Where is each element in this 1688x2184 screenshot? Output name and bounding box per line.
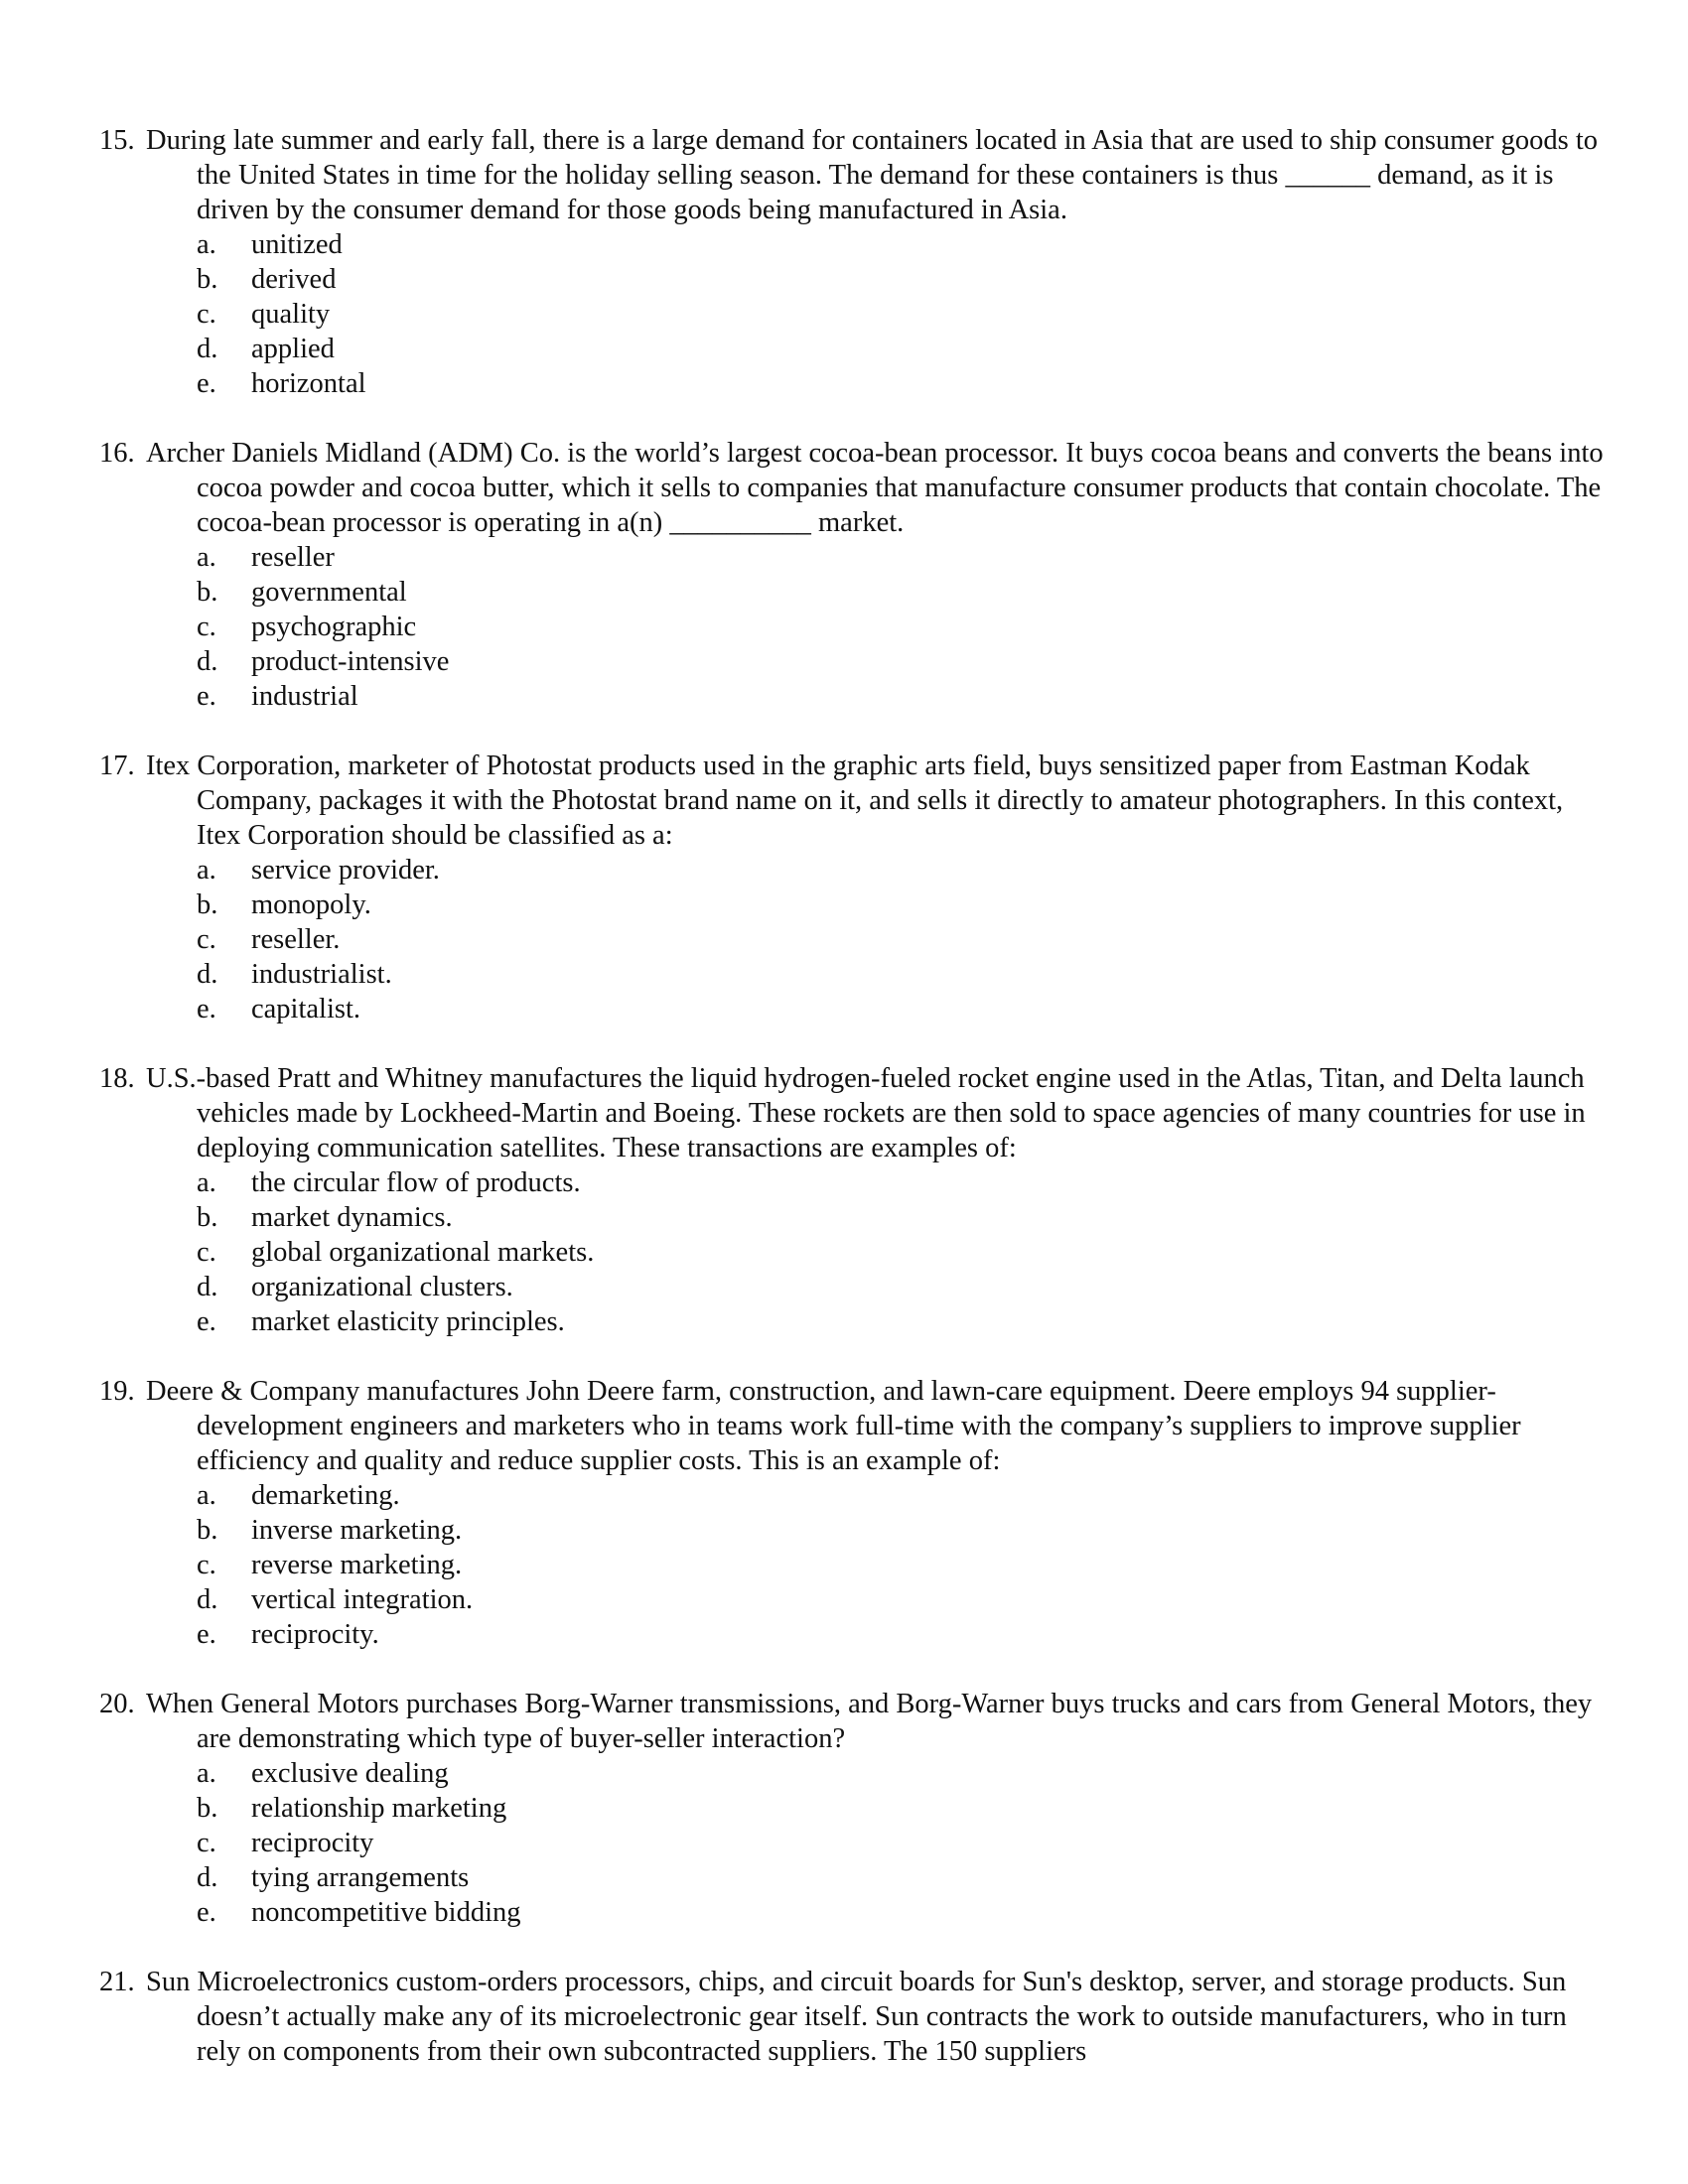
option-letter: e.: [197, 681, 216, 712]
option-letter: d.: [197, 1584, 218, 1615]
answer-option: [197, 1582, 1609, 1617]
question-number: 17.: [99, 751, 135, 781]
option-text: vertical integration.: [251, 1584, 474, 1615]
option-text: tying arrangements: [251, 1862, 470, 1893]
option-text: applied: [251, 334, 335, 364]
answer-options: [99, 227, 1609, 401]
answer-option: [197, 366, 1609, 401]
question-stem: [99, 123, 1609, 227]
answer-option: [197, 922, 1609, 957]
answer-option: [197, 227, 1609, 262]
question-number: 21.: [99, 1967, 135, 1997]
answer-options: [99, 540, 1609, 714]
option-text: relationship marketing: [251, 1793, 507, 1824]
question-19: [99, 1374, 1609, 1652]
answer-option: [197, 1860, 1609, 1895]
answer-option: [197, 1617, 1609, 1652]
option-letter: c.: [197, 1550, 216, 1580]
option-text: industrial: [251, 681, 358, 712]
question-stem: [99, 1965, 1609, 2069]
option-text: quality: [251, 299, 331, 330]
question-text: Deere & Company manufactures John Deere farm, construction, and lawn-care equipment. Deere employs 94 supplier-development engineers and marketers who in teams work full-time with the company’s suppliers to improve supplier efficiency and quality and reduce supplier costs. This is an example of:: [146, 1376, 1521, 1476]
option-letter: a.: [197, 855, 216, 886]
answer-option: [197, 1513, 1609, 1548]
option-text: market elasticity principles.: [251, 1306, 565, 1337]
option-letter: b.: [197, 1202, 218, 1233]
option-letter: b.: [197, 1515, 218, 1546]
question-text: Sun Microelectronics custom-orders processors, chips, and circuit boards for Sun's desktop, server, and storage products. Sun doesn’t actually make any of its microelectronic gear itself. Sun contracts the work to outside manufacturers, who in turn rely on components from their own subcontracted suppliers. The 150 suppliers: [146, 1967, 1567, 2067]
answer-option: [197, 992, 1609, 1026]
option-letter: c.: [197, 924, 216, 955]
question-21: [99, 1965, 1609, 2069]
answer-option: [197, 1895, 1609, 1930]
answer-options: [99, 853, 1609, 1026]
answer-option: [197, 1270, 1609, 1304]
option-letter: b.: [197, 889, 218, 920]
answer-option: [197, 262, 1609, 297]
question-stem: [99, 436, 1609, 540]
option-letter: d.: [197, 1272, 218, 1302]
answer-option: [197, 1826, 1609, 1860]
question-text: During late summer and early fall, there is a large demand for containers located in Asia that are used to ship consumer goods to the United States in time for the holiday selling season. The demand for these containers is thus ______ demand, as it is driven by the consumer demand for those goods being manufactured in Asia.: [146, 125, 1599, 225]
answer-option: [197, 1756, 1609, 1791]
answer-option: [197, 679, 1609, 714]
question-16: [99, 436, 1609, 714]
answer-option: [197, 644, 1609, 679]
option-text: capitalist.: [251, 994, 361, 1024]
question-18: [99, 1061, 1609, 1339]
question-text: Archer Daniels Midland (ADM) Co. is the world’s largest cocoa-bean processor. It buys cocoa beans and converts the beans into cocoa powder and cocoa butter, which it sells to companies that manufacture consumer products that contain chocolate. The cocoa-bean processor is operating in a(n) __________ market.: [146, 438, 1604, 538]
option-text: derived: [251, 264, 337, 295]
question-15: [99, 123, 1609, 401]
option-letter: b.: [197, 264, 218, 295]
option-letter: c.: [197, 612, 216, 642]
option-text: inverse marketing.: [251, 1515, 463, 1546]
question-stem: [99, 1687, 1609, 1756]
answer-option: [197, 1304, 1609, 1339]
option-letter: a.: [197, 1758, 216, 1789]
option-text: the circular flow of products.: [251, 1167, 581, 1198]
option-letter: e.: [197, 1619, 216, 1650]
option-letter: a.: [197, 542, 216, 573]
answer-option: [197, 1478, 1609, 1513]
answer-option: [197, 1235, 1609, 1270]
question-number: 19.: [99, 1376, 135, 1407]
option-text: reverse marketing.: [251, 1550, 463, 1580]
option-text: exclusive dealing: [251, 1758, 449, 1789]
option-letter: e.: [197, 994, 216, 1024]
question-number: 18.: [99, 1063, 135, 1094]
answer-options: [99, 1478, 1609, 1652]
option-letter: c.: [197, 299, 216, 330]
option-letter: a.: [197, 229, 216, 260]
option-text: organizational clusters.: [251, 1272, 513, 1302]
option-text: governmental: [251, 577, 407, 608]
option-letter: b.: [197, 577, 218, 608]
option-letter: c.: [197, 1828, 216, 1858]
option-letter: a.: [197, 1167, 216, 1198]
question-number: 20.: [99, 1689, 135, 1719]
question-20: [99, 1687, 1609, 1930]
question-number: 15.: [99, 125, 135, 156]
question-text: U.S.-based Pratt and Whitney manufactures the liquid hydrogen-fueled rocket engine used in the Atlas, Titan, and Delta launch vehicles made by Lockheed-Martin and Boeing. These rockets are then sold to space agencies of many countries for use in deploying communication satellites. These transactions are examples of:: [146, 1063, 1586, 1163]
answer-option: [197, 1791, 1609, 1826]
question-number: 16.: [99, 438, 135, 469]
answer-options: [99, 1756, 1609, 1930]
option-letter: c.: [197, 1237, 216, 1268]
option-letter: d.: [197, 1862, 218, 1893]
option-letter: e.: [197, 1306, 216, 1337]
option-letter: e.: [197, 1897, 216, 1928]
answer-option: [197, 332, 1609, 366]
option-text: reciprocity: [251, 1828, 374, 1858]
option-letter: d.: [197, 646, 218, 677]
answer-option: [197, 1200, 1609, 1235]
answer-option: [197, 297, 1609, 332]
option-text: service provider.: [251, 855, 440, 886]
answer-option: [197, 575, 1609, 610]
option-text: horizontal: [251, 368, 366, 399]
document-page: [99, 123, 1609, 2104]
question-stem: [99, 1061, 1609, 1165]
option-letter: d.: [197, 334, 218, 364]
answer-options: [99, 1165, 1609, 1339]
option-text: reseller.: [251, 924, 341, 955]
option-text: unitized: [251, 229, 343, 260]
question-text: Itex Corporation, marketer of Photostat products used in the graphic arts field, buys sensitized paper from Eastman Kodak Company, packages it with the Photostat brand name on it, and sells it directly to amateur photographers. In this context, Itex Corporation should be classified as a:: [146, 751, 1564, 851]
answer-option: [197, 610, 1609, 644]
option-text: global organizational markets.: [251, 1237, 595, 1268]
option-text: reseller: [251, 542, 335, 573]
question-17: [99, 749, 1609, 1026]
option-text: reciprocity.: [251, 1619, 379, 1650]
question-text: When General Motors purchases Borg-Warner transmissions, and Borg-Warner buys trucks and cars from General Motors, they are demonstrating which type of buyer-seller interaction?: [146, 1689, 1593, 1754]
option-letter: a.: [197, 1480, 216, 1511]
answer-option: [197, 887, 1609, 922]
answer-option: [197, 853, 1609, 887]
option-text: demarketing.: [251, 1480, 400, 1511]
option-letter: b.: [197, 1793, 218, 1824]
option-letter: d.: [197, 959, 218, 990]
option-text: market dynamics.: [251, 1202, 453, 1233]
answer-option: [197, 1165, 1609, 1200]
option-text: industrialist.: [251, 959, 392, 990]
answer-option: [197, 957, 1609, 992]
question-stem: [99, 749, 1609, 853]
answer-option: [197, 540, 1609, 575]
option-text: noncompetitive bidding: [251, 1897, 521, 1928]
answer-option: [197, 1548, 1609, 1582]
option-text: psychographic: [251, 612, 417, 642]
option-text: product-intensive: [251, 646, 450, 677]
option-letter: e.: [197, 368, 216, 399]
option-text: monopoly.: [251, 889, 371, 920]
question-stem: [99, 1374, 1609, 1478]
